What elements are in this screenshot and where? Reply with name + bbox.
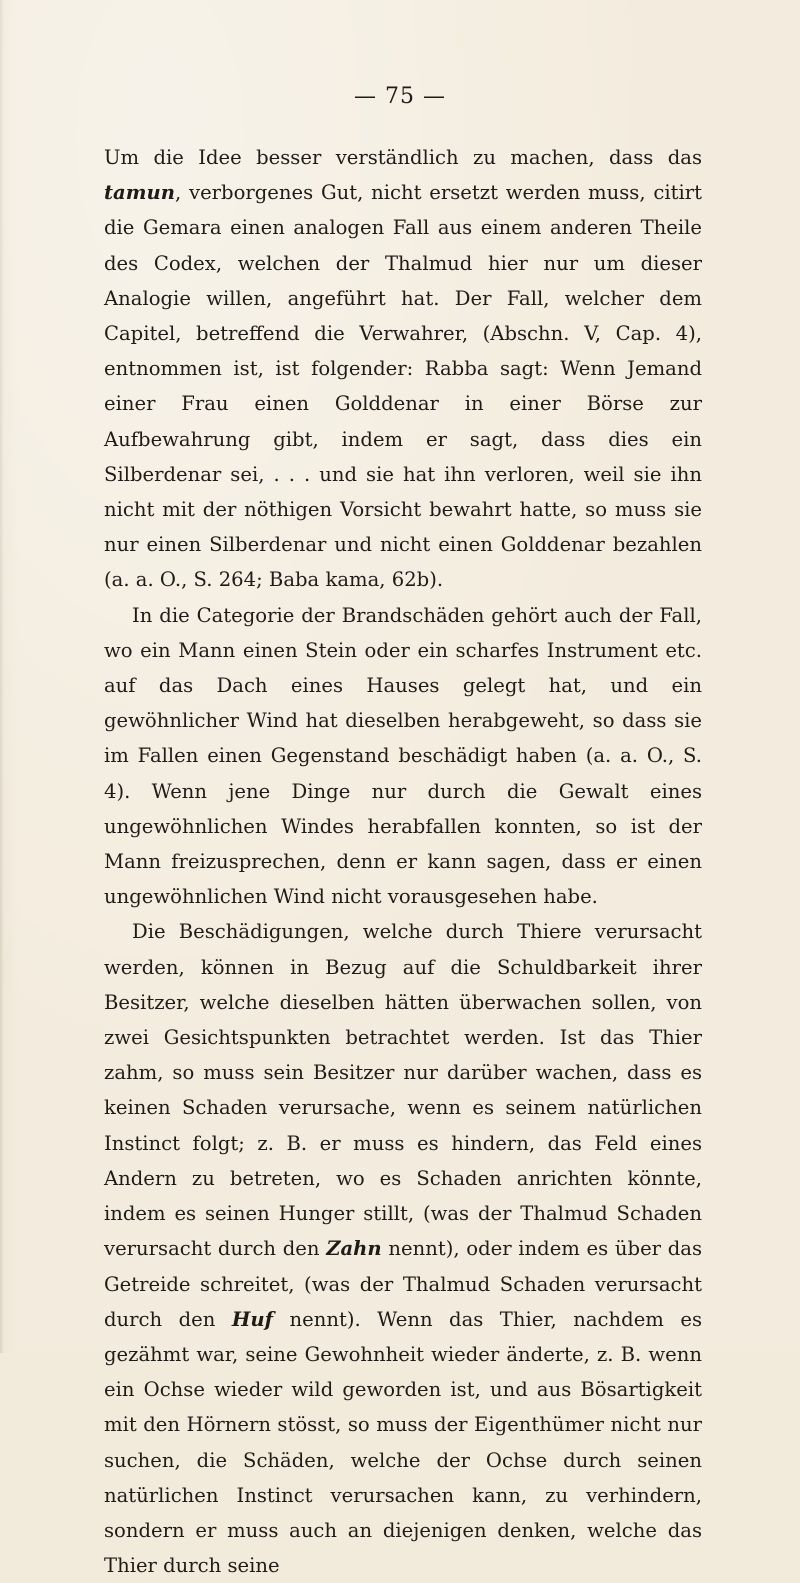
paragraph-2 <box>104 598 702 915</box>
text-segment: In die Categorie der Brandschäden gehört auch der Fall, wo ein Mann einen Stein oder ein scharfes Instrument etc. auf das Dach eines Hauses gelegt hat, und ein gewöhnlicher Wind hat dieselben herabgeweht, so dass sie im Fallen einen Gegenstand beschädigt haben (a. a. O., S. 4). Wenn jene Dinge nur durch die Gewalt eines ungewöhnlichen Windes herabfallen konnten, so ist der Mann freizusprechen, denn er kann sagen, dass er einen ungewöhnlichen Wind nicht vorausgesehen habe. <box>104 603 702 909</box>
text-segment: nennt), oder indem es über das Getreide schreitet, (was der Thalmud Schaden verursacht durch den <box>104 1237 702 1331</box>
text-segment: Die Beschädigungen, welche durch Thiere verursacht werden, können in Bezug auf die Schuldbarkeit ihrer Besitzer, welche dieselben hätten überwachen sollen, von zwei Gesichtspunkten betrachtet werden. Ist das Thier zahm, so muss sein Besitzer nur darüber wachen, dass es keinen Schaden verursache, wenn es seinem natürlichen Instinct folgt; z. B. er muss es hindern, das Feld eines Andern zu betreten, wo es Schaden anrichten könnte, indem es seinen Hunger stillt, (was der Thalmud Schaden verursacht durch den <box>104 920 702 1261</box>
emphasized-term: Huf <box>231 1307 274 1331</box>
emphasized-term: Zahn <box>326 1237 382 1261</box>
text-segment: nennt). Wenn das Thier, nachdem es gezähmt war, seine Gewohnheit wieder änderte, z. B. wenn ein Ochse wieder wild geworden ist, und aus Bösartigkeit mit den Hörnern stösst, so muss der Eigenthümer nicht nur suchen, die Schäden, welche der Ochse durch seinen natürlichen Instinct verursachen kann, zu verhindern, sondern er muss auch an diejenigen denken, welche das Thier durch seine <box>104 1307 702 1578</box>
paragraph-3 <box>104 914 702 1583</box>
emphasized-term: tamun <box>104 181 175 205</box>
body-text <box>104 140 702 1583</box>
text-segment: , verborgenes Gut, nicht ersetzt werden muss, citirt die Gemara einen analogen Fall aus einem anderen Theile des Codex, welchen der Thalmud hier nur um dieser Analogie willen, angeführt hat. Der Fall, welcher dem Capitel, betreffend die Verwahrer, (Abschn. V, Cap. 4), entnommen ist, ist folgender: Rabba sagt: Wenn Jemand einer Frau einen Golddenar in einer Börse zur Aufbewahrung gibt, indem er sagt, dass dies ein Silberdenar sei, . . . und sie hat ihn verloren, weil sie ihn nicht mit der nöthigen Vorsicht bewahrt hatte, so muss sie nur einen Silberdenar und nicht einen Golddenar bezahlen (a. a. O., S. 264; Baba kama, 62b). <box>104 181 702 592</box>
paragraph-1 <box>104 140 702 598</box>
text-segment: Um die Idee besser verständlich zu machen, dass das <box>104 146 702 169</box>
page-number: — 75 — <box>354 84 446 109</box>
